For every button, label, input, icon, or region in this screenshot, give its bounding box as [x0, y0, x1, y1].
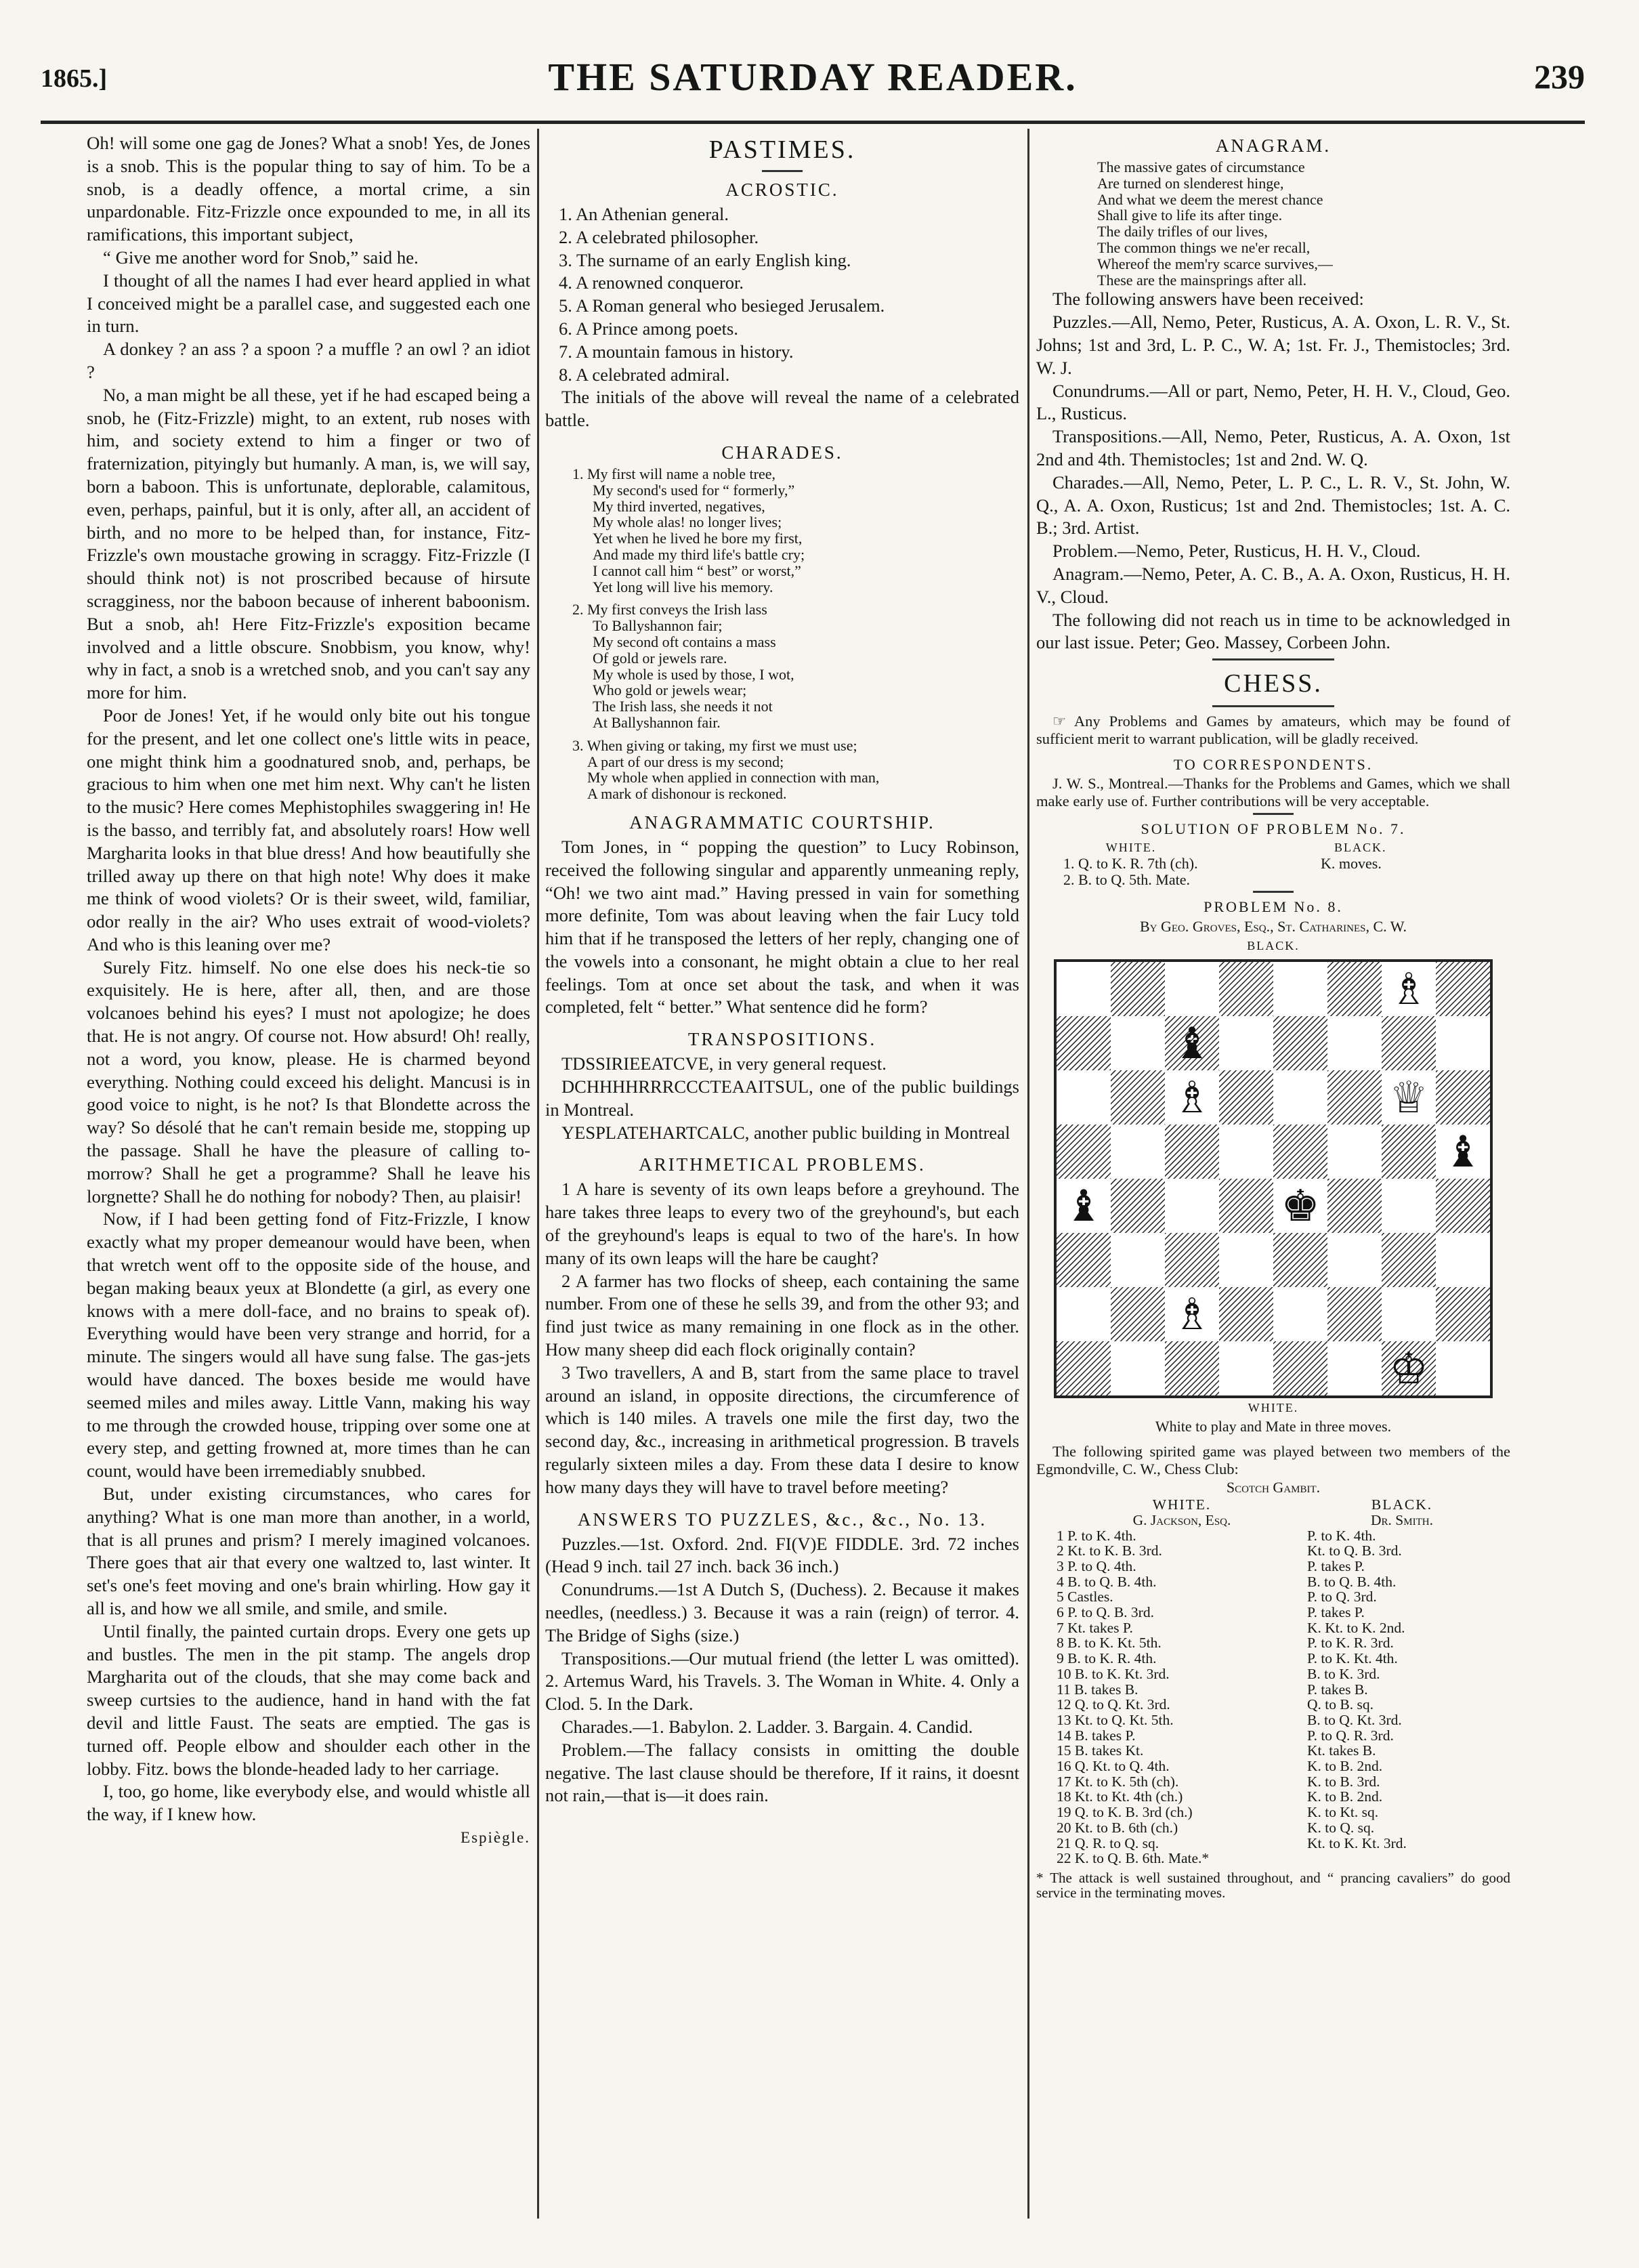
light-square: [1327, 1341, 1382, 1395]
poem-line: My whole alas! no longer lives;: [593, 513, 782, 531]
game-move-row: [1036, 1559, 1510, 1574]
light-square: [1436, 1341, 1490, 1395]
poem-line: Shall give to life its after tinge.: [1097, 207, 1283, 224]
received-text: Anagram.—Nemo, Peter, A. C. B., A. A. Oxon, Rusticus, H. H. V., Cloud.: [1036, 563, 1510, 607]
poem-line: I cannot call him “ best” or worst,”: [593, 562, 801, 579]
section-rule: [1212, 658, 1334, 660]
answer-item: Charades.—1. Babylon. 2. Ladder. 3. Bargain. 4. Candid.: [561, 1717, 973, 1737]
column-chess: [1036, 132, 1510, 2219]
story-paragraph: Now, if I had been getting fond of Fitz-Frizzle, I know exactly what my proper demeanour would have been, when that wretch went off to the opposite side of the house, and began making beaux yeux at Blondette (a girl, as every one knows with a mere doll-face, and no brains to speak of). Everything would have been very strange and horrid, for a minute. The singers would all have sung false. The gas-jets would have danced. The boxes beside me would have seemed miles and miles away. Little Vann, making his way to me through the crowded house, tripping over some one at every step, and getting frowned at, more times than he can count, would have been irremediably snubbed.: [87, 1209, 530, 1482]
light-square: [1111, 1233, 1165, 1287]
poem-line: 3. When giving or taking, my first we must use;: [572, 736, 857, 754]
poem-line: And made my third life's battle cry;: [593, 545, 805, 563]
poem-line: These are the mainsprings after all.: [1097, 271, 1307, 289]
dark-square: [1382, 1125, 1436, 1179]
white-move: 15 B. takes Kt.: [1057, 1742, 1144, 1759]
game-move-row: [1036, 1574, 1510, 1590]
game-columns-header: [1036, 1497, 1510, 1513]
black-move: P. takes P.: [1307, 1557, 1365, 1574]
poem-line: Whereof the mem'ry scarce survives,—: [1097, 255, 1333, 272]
dark-square: [1111, 1070, 1165, 1125]
solution-black-move: K. moves.: [1321, 855, 1382, 873]
white-move: 6 P. to Q. B. 3rd.: [1057, 1604, 1154, 1621]
chess-piece: ♗: [1389, 965, 1428, 1015]
received-text: The following answers have been received:: [1052, 289, 1364, 310]
transpositions-heading: TRANSPOSITIONS.: [687, 1029, 877, 1050]
poem-line: My second's used for “ formerly,”: [593, 481, 795, 499]
arithmetical-problem: 3 Two travellers, A and B, start from the same place to travel around an island, in opposite directions, the circumference of which is 140 miles. A travels one mile the first day, two the second day, &c., increasing in arithmetical progression. B travels regularly sixteen miles a day. From these data I desire to know how many days they will have to travel before meeting?: [545, 1362, 1019, 1497]
dark-square: [1273, 1341, 1327, 1395]
white-move: 19 Q. to K. B. 3rd (ch.): [1057, 1804, 1193, 1821]
black-move: K. to Q. sq.: [1307, 1819, 1375, 1836]
white-move: 1 P. to K. 4th.: [1057, 1527, 1136, 1544]
light-square: [1165, 962, 1219, 1016]
light-square: [1219, 1125, 1273, 1179]
arithmetical-problem: 2 A farmer has two flocks of sheep, each containing the same number. From one of these he sells 39, and from the other 93; and find just twice as many remaining in one flock as in the other. How many sheep did each flock originally contain?: [545, 1270, 1019, 1360]
anagrammatic-text: Tom Jones, in “ popping the question” to Lucy Robinson, received the following singular and apparently unmeaning reply, “Oh! we two aint mad.” Having pressed in vain for something more definite, Tom was about leaving when the fair Lucy told him that if he transposed the letters of her reply, changing one of the vowels into a consonant, he might obtain a clue to her real feelings. Tom at once set about the task, and when it was completed, felt “ better.” What sentence did he form?: [545, 836, 1019, 1017]
light-square: [1057, 1070, 1111, 1125]
solution-white-move: 2. B. to Q. 5th. Mate.: [1063, 871, 1190, 889]
section-rule: [1253, 891, 1294, 893]
game-move-row: [1036, 1682, 1510, 1698]
black-move: Q. to B. sq.: [1307, 1696, 1374, 1713]
game-move-row: [1036, 1635, 1510, 1651]
answer-item: Problem.—The fallacy consists in omitting the double negative. The last clause should be therefore, If it rains, it doesnt not rain,—that is—it does rain.: [545, 1739, 1019, 1806]
dark-square: [1436, 962, 1490, 1016]
masthead-title: THE SATURDAY READER.: [548, 55, 1078, 99]
white-move: 17 Kt. to K. 5th (ch).: [1057, 1773, 1179, 1790]
acrostic-heading: ACROSTIC.: [725, 180, 839, 200]
story-paragraph: Oh! will some one gag de Jones? What a snob! Yes, de Jones is a snob. This is the popular thing to say of him. To be a snob, is a deadly offence, a mortal crime, a sin unpardonable. Fitz-Frizzle once expounded to me, in all its ramifications, this important subject,: [87, 133, 530, 245]
game-move-row: [1036, 1528, 1510, 1544]
game-move-row: [1036, 1805, 1510, 1820]
white-move: 4 B. to Q. B. 4th.: [1057, 1573, 1157, 1590]
black-move: Kt. to Q. B. 3rd.: [1307, 1542, 1402, 1559]
light-square: [1057, 1287, 1111, 1341]
chess-note: ☞ Any Problems and Games by amateurs, which may be found of sufficient merit to warrant publication, will be gladly received.: [1036, 713, 1510, 748]
page-header: [41, 54, 1585, 102]
light-square: [1111, 1016, 1165, 1070]
charade-poem: [545, 602, 1019, 730]
chess-heading: CHESS.: [1224, 669, 1323, 698]
black-move: [1307, 1851, 1497, 1866]
poem-line: The common things we ne'er recall,: [1097, 238, 1311, 256]
dark-square: [1273, 1016, 1327, 1070]
dark-square: [1382, 1016, 1436, 1070]
solution-header: [1036, 839, 1510, 856]
story-paragraph: I, too, go home, like everybody else, and would whistle all the way, if I knew how.: [87, 1781, 530, 1825]
page-number: 239: [1534, 58, 1585, 96]
author-signature: Espiègle.: [461, 1828, 530, 1846]
dark-square: [1273, 1233, 1327, 1287]
poem-line: The Irish lass, she needs it not: [593, 698, 773, 715]
black-move: P. to Q. R. 3rd.: [1307, 1727, 1394, 1744]
anagram-heading: ANAGRAM.: [1215, 135, 1332, 156]
acrostic-item: 8. A celebrated admiral.: [559, 364, 730, 385]
dark-square: [1165, 1233, 1219, 1287]
solution-black-label: BLACK.: [1334, 841, 1387, 855]
solution-white-move: 1. Q. to K. R. 7th (ch).: [1063, 855, 1198, 873]
story-paragraph: A donkey ? an ass ? a spoon ? a muffle ? an owl ? an idiot ?: [87, 339, 530, 382]
dark-square: [1057, 1233, 1111, 1287]
poem-line: The daily trifles of our lives,: [1097, 223, 1268, 240]
section-rule: [1212, 705, 1334, 707]
problem-author: By Geo. Groves, Esq., St. Catharines, C. W.: [1140, 918, 1407, 936]
game-move-row: [1036, 1605, 1510, 1620]
game-move-row: [1036, 1743, 1510, 1759]
dark-square: [1219, 1070, 1273, 1125]
solution-white-label: WHITE.: [1105, 841, 1157, 855]
black-move: P. takes B.: [1307, 1681, 1368, 1698]
answer-item: Conundrums.—1st A Dutch S, (Duchess). 2. Because it makes needles, (needless.) 3. Because it was a rain (reign) of terror. 4. The Bridge of Sighs (size.): [545, 1579, 1019, 1645]
black-move: K. to Kt. sq.: [1307, 1804, 1379, 1821]
poem-line: Are turned on slenderest hinge,: [1097, 174, 1284, 192]
received-text: Charades.—All, Nemo, Peter, L. P. C., L. R. V., St. John, W. Q., A. A. Oxon, Rusticus; 1st and 2nd. Themistocles; 1st. A. C. B.; 3rd. Artist.: [1036, 471, 1510, 539]
dark-square: [1219, 962, 1273, 1016]
game-move-row: [1036, 1774, 1510, 1790]
white-move: 21 Q. R. to Q. sq.: [1057, 1834, 1159, 1851]
black-move: K. Kt. to K. 2nd.: [1307, 1619, 1405, 1636]
white-move: 22 K. to Q. B. 6th. Mate.*: [1057, 1850, 1210, 1867]
arithmetical-problem: 1 A hare is seventy of its own leaps before a greyhound. The hare takes three leaps to every two of the greyhound's, but each of the greyhound's leaps is equal to two of the hare's. In how many of its own leaps will the hare be caught?: [545, 1179, 1019, 1268]
game-move-row: [1036, 1713, 1510, 1728]
poem-line: Yet when he lived he bore my first,: [593, 530, 803, 547]
answer-item: Transpositions.—Our mutual friend (the letter L was omitted). 2. Artemus Ward, his Travels. 3. The Woman in White. 4. Only a Clod. 5. In the Dark.: [545, 1647, 1019, 1715]
game-footnote: * The attack is well sustained throughout, and “ prancing cavaliers” do good service in the terminating moves.: [1036, 1870, 1510, 1901]
arithmetical-heading: ARITHMETICAL PROBLEMS.: [639, 1154, 926, 1175]
dark-square: [1165, 1341, 1219, 1395]
chess-piece: ♝: [1064, 1181, 1103, 1232]
light-square: [1057, 962, 1111, 1016]
black-move: B. to Q. B. 4th.: [1307, 1573, 1397, 1590]
dark-square: [1111, 962, 1165, 1016]
chess-piece: ♚: [1281, 1181, 1320, 1232]
board-white-label: WHITE.: [1248, 1401, 1299, 1415]
dark-square: [1057, 1341, 1111, 1395]
dark-square: [1165, 1125, 1219, 1179]
anagram-poem: [1036, 159, 1510, 288]
poem-line: The massive gates of circumstance: [1097, 159, 1305, 175]
game-move-row: [1036, 1759, 1510, 1774]
game-players: [1036, 1513, 1510, 1528]
black-move: P. to K. Kt. 4th.: [1307, 1650, 1398, 1667]
game-move-row: [1036, 1820, 1510, 1836]
white-move: 12 Q. to Q. Kt. 3rd.: [1057, 1696, 1170, 1713]
header-rule: [41, 121, 1585, 124]
game-white-label: WHITE.: [1152, 1496, 1212, 1513]
poem-line: To Ballyshannon fair;: [593, 617, 723, 635]
poem-line: Who gold or jewels wear;: [593, 681, 747, 699]
game-move-row: [1036, 1789, 1510, 1805]
dark-square: [1273, 1125, 1327, 1179]
poem-line: My third inverted, negatives,: [593, 497, 765, 515]
poem-line: 2. My first conveys the Irish lass: [572, 601, 767, 618]
solution-heading: SOLUTION OF PROBLEM No. 7.: [1141, 820, 1406, 838]
black-move: P. to K. R. 3rd.: [1307, 1635, 1394, 1652]
light-square: [1219, 1341, 1273, 1395]
chess-piece: ♝: [1172, 1019, 1212, 1070]
charade-poem: [545, 738, 1019, 802]
acrostic-item: 6. A Prince among poets.: [559, 318, 738, 339]
game-move-row: [1036, 1651, 1510, 1666]
white-move: 13 Kt. to Q. Kt. 5th.: [1057, 1711, 1174, 1728]
poem-line: My whole when applied in connection with man,: [587, 769, 880, 786]
acrostic-item: 1. An Athenian general.: [559, 204, 729, 224]
chess-piece: ♔: [1389, 1344, 1428, 1395]
acrostic-note: The initials of the above will reveal the name of a celebrated battle.: [545, 387, 1019, 431]
received-text: The following did not reach us in time to be acknowledged in our last issue. Peter; Geo. Massey, Corbeen John.: [1036, 609, 1510, 653]
acrostic-item: 7. A mountain famous in history.: [559, 341, 794, 362]
black-move: K. to B. 2nd.: [1307, 1758, 1383, 1775]
game-move-row: [1036, 1851, 1510, 1866]
dark-square: [1111, 1287, 1165, 1341]
poem-line: 1. My first will name a noble tree,: [572, 465, 775, 482]
black-move: K. to B. 2nd.: [1307, 1788, 1383, 1805]
transposition-item: TDSSIRIEEATCVE, in very general request.: [561, 1053, 887, 1074]
acrostic-item: 2. A celebrated philosopher.: [559, 226, 759, 247]
game-black-label: BLACK.: [1371, 1496, 1433, 1513]
black-move: B. to K. 3rd.: [1307, 1665, 1380, 1682]
problem-heading: PROBLEM No. 8.: [1204, 898, 1343, 916]
light-square: [1219, 1233, 1273, 1287]
solution-move: [1036, 856, 1510, 872]
acrostic-item: 4. A renowned conqueror.: [559, 272, 744, 293]
light-square: [1382, 1179, 1436, 1233]
white-move: 10 B. to K. Kt. 3rd.: [1057, 1665, 1170, 1682]
black-move: P. to K. 4th.: [1307, 1527, 1376, 1544]
dark-square: [1382, 1233, 1436, 1287]
column-story: [87, 132, 530, 2219]
poem-line: At Ballyshannon fair.: [593, 713, 721, 731]
game-move-row: [1036, 1543, 1510, 1559]
problem-caption: White to play and Mate in three moves.: [1155, 1418, 1392, 1435]
game-move-row: [1036, 1697, 1510, 1713]
game-move-row: [1036, 1620, 1510, 1636]
answers-heading: ANSWERS TO PUZZLES, &c., &c., No. 13.: [577, 1509, 987, 1530]
chess-piece: ♗: [1172, 1290, 1212, 1341]
white-move: 3 P. to Q. 4th.: [1057, 1557, 1136, 1574]
dark-square: [1327, 1070, 1382, 1125]
answer-item: Puzzles.—1st. Oxford. 2nd. FI(V)E FIDDLE. 3rd. 72 inches (Head 9 inch. tail 27 inch. back 36 inch.): [545, 1533, 1019, 1577]
received-text: Transpositions.—All, Nemo, Peter, Rusticus, A. A. Oxon, 1st 2nd and 4th. Themistocles; 1st and 2nd. W. Q.: [1036, 426, 1510, 469]
story-paragraph: I thought of all the names I had ever heard applied in what I conceived might be a parallel case, and suggested each one in turn.: [87, 270, 530, 337]
white-move: 11 B. takes B.: [1057, 1681, 1138, 1698]
poem-line: Yet long will live his memory.: [593, 578, 773, 595]
solution-move: [1036, 872, 1510, 888]
section-rule: [1253, 813, 1294, 815]
chess-piece: ♝: [1443, 1127, 1483, 1178]
story-paragraph: “ Give me another word for Snob,” said he.: [103, 247, 419, 268]
game-white-player: G. Jackson, Esq.: [1132, 1511, 1231, 1528]
chess-board: [1054, 959, 1493, 1398]
poem-line: My second oft contains a mass: [593, 633, 776, 650]
dark-square: [1111, 1179, 1165, 1233]
acrostic-item: 5. A Roman general who besieged Jerusalem.: [559, 295, 885, 316]
column-divider: [537, 129, 539, 2219]
section-rule: [762, 170, 803, 172]
dark-square: [1219, 1179, 1273, 1233]
dark-square: [1327, 1179, 1382, 1233]
game-move-row: [1036, 1589, 1510, 1605]
light-square: [1273, 1287, 1327, 1341]
white-move: 8 B. to K. Kt. 5th.: [1057, 1635, 1162, 1652]
light-square: [1327, 1233, 1382, 1287]
dark-square: [1436, 1287, 1490, 1341]
dark-square: [1219, 1287, 1273, 1341]
pastimes-heading: PASTIMES.: [708, 135, 856, 164]
black-move: K. to B. 3rd.: [1307, 1773, 1380, 1790]
poem-line: Of gold or jewels rare.: [593, 649, 727, 667]
board-black-label: BLACK.: [1247, 939, 1300, 953]
white-move: 2 Kt. to K. B. 3rd.: [1057, 1542, 1162, 1559]
light-square: [1219, 1016, 1273, 1070]
chess-piece: ♕: [1389, 1073, 1428, 1124]
white-move: 20 Kt. to B. 6th (ch.): [1057, 1819, 1178, 1836]
game-intro: The following spirited game was played between two members of the Egmondville, C. W., Chess Club:: [1036, 1443, 1510, 1478]
received-text: Problem.—Nemo, Peter, Rusticus, H. H. V., Cloud.: [1052, 541, 1421, 562]
acrostic-item: 3. The surname of an early English king.: [559, 249, 851, 270]
light-square: [1273, 1070, 1327, 1125]
black-move: Kt. to K. Kt. 3rd.: [1307, 1834, 1407, 1851]
game-black-player: Dr. Smith.: [1371, 1511, 1433, 1528]
light-square: [1327, 1125, 1382, 1179]
chess-piece: ♗: [1172, 1073, 1212, 1124]
light-square: [1273, 962, 1327, 1016]
anagrammatic-heading: ANAGRAMMATIC COURTSHIP.: [629, 812, 935, 833]
story-paragraph: But, under existing circumstances, who cares for anything? What is one man more than another, in a world, that is all prunes and prism? I merely imagined volcanoes. There goes that air that every one waltzed to, last winter. It set's one's feet moving and one's brain whirling. How gay it all is, and how we all smile, and smile, and smile.: [87, 1484, 530, 1618]
game-moves: [1036, 1528, 1510, 1866]
received-text: Puzzles.—All, Nemo, Peter, Rusticus, A. A. Oxon, L. R. V., St. Johns; 1st and 3rd, L. P. C., W. A; 1st. Fr. J., Themistocles; 3rd. W. J.: [1036, 312, 1510, 378]
light-square: [1382, 1287, 1436, 1341]
correspondents-heading: TO CORRESPONDENTS.: [1173, 756, 1374, 774]
light-square: [1436, 1233, 1490, 1287]
light-square: [1111, 1341, 1165, 1395]
dark-square: [1057, 1016, 1111, 1070]
column-pastimes: [545, 132, 1019, 2219]
game-move-row: [1036, 1836, 1510, 1851]
story-paragraph: No, a man might be all these, yet if he had escaped being a snob, he (Fitz-Frizzle) might, to an extent, rub noses with him, and society extend to him a finger or two of fraternization, pityingly but humanly. A man, is, we will say, born a baboon. This is unfortunate, deplorable, calamitous, even, perhaps, painful, but it is only, after all, an accident of birth, and no more to be helped than, for instance, Fitz-Frizzle's own moustache growing in scraggy. Fitz-Frizzle (I should think not) is not proscribed because of hirsute scragginess, nor the baboon because of inherent baboonism. But a snob, ah! Here Fitz-Frizzle's exposition became involved and a little obscure. Snobbism, you know, why! why in fact, a snob is a wretched snob, and you can't say any more for him.: [87, 384, 530, 703]
acrostic-list: [545, 203, 1019, 386]
light-square: [1327, 1016, 1382, 1070]
poem-line: A mark of dishonour is reckoned.: [587, 785, 787, 803]
white-move: 18 Kt. to Kt. 4th (ch.): [1057, 1788, 1183, 1805]
poem-line: A part of our dress is my second;: [587, 753, 784, 770]
dark-square: [1436, 1070, 1490, 1125]
charades-heading: CHARADES.: [721, 442, 843, 463]
white-move: 7 Kt. takes P.: [1057, 1619, 1133, 1636]
header-year: 1865.]: [41, 64, 108, 93]
dark-square: [1327, 962, 1382, 1016]
black-move: P. to Q. 3rd.: [1307, 1589, 1377, 1605]
received-text: Conundrums.—All or part, Nemo, Peter, H. H. V., Cloud, Geo. L., Rusticus.: [1036, 380, 1510, 424]
light-square: [1165, 1179, 1219, 1233]
charade-poem: [545, 466, 1019, 595]
white-move: 14 B. takes P.: [1057, 1727, 1136, 1744]
white-move: 9 B. to K. R. 4th.: [1057, 1650, 1157, 1667]
black-move: P. takes P.: [1307, 1604, 1365, 1621]
poem-line: And what we deem the merest chance: [1097, 190, 1323, 208]
dark-square: [1057, 1125, 1111, 1179]
light-square: [1111, 1125, 1165, 1179]
transposition-item: YESPLATEHARTCALC, another public building in Montreal: [561, 1122, 1010, 1143]
light-square: [1436, 1016, 1490, 1070]
white-move: 5 Castles.: [1057, 1589, 1113, 1605]
story-paragraph: Poor de Jones! Yet, if he would only bite out his tongue for the present, and let one collect one's little wits in peace, one might think him a goodnatured snob, and, perhaps, be gracious to him when one met him next. Why can't he listen to the music? Here comes Mephistophiles swaggering in! He is the basso, and terribly fat, and absolutely roars! How well Margharita looks in that blue dress! And how beautifully she trilled away up there on that high note! Why does it make me think of wood violets? Or is their sweet, wild, familiar, odor really in the air? Who uses extrait of wood-violets? And who is this leaning over me?: [87, 705, 530, 954]
black-move: Kt. takes B.: [1307, 1742, 1376, 1759]
story-paragraph: Surely Fitz. himself. No one else does his neck-tie so exquisitely. He is here, after all, then, and are those volcanoes behind his eyes? I must not apologize; he does that. He is not angry. Of course not. How absurd! Oh! really, not a word, you know, please. He is charmed beyond everything. Nothing could exceed his delight. Mancusi is in good voice to night, is he not? Is that Blondette across the way? So désolé that he can't remain beside me, stopping up the passage. Shall he have the pleasure of calling to-morrow? Shall he get a programme? Shall he leave his lorgnette? Shall he do nothing for nobody? Then, au plaisir!: [87, 957, 530, 1206]
game-title: Scotch Gambit.: [1226, 1479, 1321, 1496]
dark-square: [1327, 1287, 1382, 1341]
game-move-row: [1036, 1666, 1510, 1682]
white-move: 16 Q. Kt. to Q. 4th.: [1057, 1758, 1170, 1775]
story-paragraph: Until finally, the painted curtain drops. Every one gets up and bustles. The men in the pit stamp. The angels drop Margharita out of the clouds, that she may come back and sweep curtsies to the audience, hand in hand with the fat devil and little Faust. The seats are emptied. The gas is turned off. People elbow and shoulder each other in the lobby. Fitz. bows the blonde-headed lady to her carriage.: [87, 1620, 530, 1779]
transposition-item: DCHHHHRRRCCCTEAAITSUL, one of the public buildings in Montreal.: [545, 1076, 1019, 1120]
correspondents-text: J. W. S., Montreal.—Thanks for the Problems and Games, which we shall make early use of. Further contributions will be very acceptable.: [1036, 775, 1510, 810]
game-move-row: [1036, 1728, 1510, 1744]
poem-line: My whole is used by those, I wot,: [593, 665, 794, 683]
dark-square: [1436, 1179, 1490, 1233]
black-move: B. to Q. Kt. 3rd.: [1307, 1711, 1402, 1728]
column-divider: [1027, 129, 1029, 2219]
